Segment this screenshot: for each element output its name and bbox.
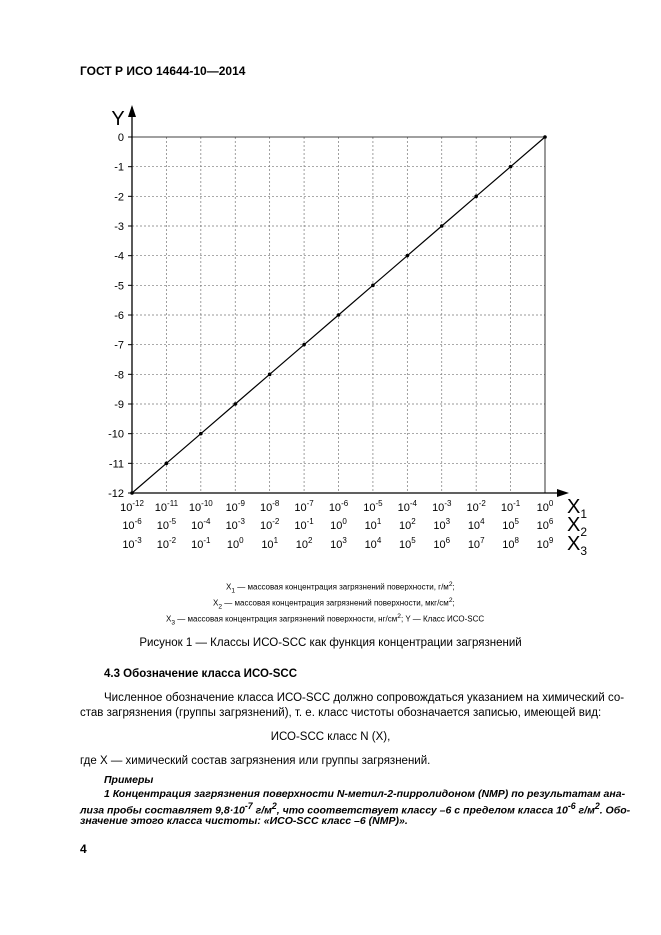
section-heading: 4.3 Обозначение класса ИСО-SCC	[104, 668, 298, 680]
x-axis-name: $X_1$	[567, 496, 588, 521]
x-tick-label: $10^8$	[502, 536, 519, 551]
example-line-1: 1 Концентрация загрязнения поверхности N-метил-2-пирролидоном (NMP) по результатам ана-	[104, 788, 626, 800]
y-tick-label: -6	[114, 310, 124, 322]
data-point	[509, 165, 513, 169]
y-tick-label: -12	[108, 488, 124, 500]
data-point	[199, 432, 203, 436]
x-tick-label: $10^0$	[226, 536, 244, 551]
x-tick-label: $10^0$	[330, 517, 347, 532]
x-tick-label: $10^{-5}$	[363, 499, 383, 514]
x-tick-label: $10^9$	[536, 536, 554, 551]
y-tick-label: 0	[117, 132, 124, 144]
x-tick-label: $10^{-8}$	[259, 499, 280, 514]
formula: ИСО-SCC класс N (X),	[270, 731, 391, 743]
example-line-2: лиза пробы составляет $9,8\cdot 10^{-7}$ $г/м^2$, что соответствует классу –6 с пределом класса $10^{-6}$ $г/м^2$. Обо-	[80, 801, 631, 817]
y-tick-label: -5	[114, 280, 124, 293]
data-point	[440, 224, 444, 228]
x-tick-label: $10^4$	[467, 517, 485, 532]
x-tick-label: $10^5$	[502, 517, 519, 532]
y-tick-label: -1	[114, 161, 124, 174]
y-tick-label: -10	[108, 428, 124, 441]
y-tick-label: -9	[114, 399, 124, 411]
y-tick-labels	[108, 132, 132, 500]
x-tick-label: $10^{-1}$	[500, 499, 521, 514]
x-axis-name: $X_3$	[567, 533, 588, 558]
document-header: ГОСТ Р ИСО 14644-10—2014	[80, 64, 246, 78]
legend-x3: $X_3$ — массовая концентрация загрязнений поверхности, $нг/см^2$; Y — Класс ИСО-SCC	[166, 613, 485, 627]
legend-x2: $X_2$ — массовая концентрация загрязнений поверхности, мкг/$см^2$;	[213, 597, 455, 611]
data-point	[337, 313, 341, 317]
x-tick-label: $10^{-5}$	[156, 517, 177, 532]
page-number: 4	[80, 842, 87, 856]
x-tick-label: $10^6$	[433, 536, 451, 551]
x-tick-label: $10^{-3}$	[225, 517, 245, 532]
x-tick-label: $10^4$	[364, 536, 382, 551]
x-tick-label: $10^{-3}$	[432, 499, 452, 514]
x-tick-label: $10^{-4}$	[191, 517, 211, 532]
y-tick-label: -11	[108, 458, 124, 471]
x-tick-label: $10^6$	[536, 517, 554, 532]
x-tick-label: $10^{-3}$	[122, 536, 142, 551]
x-tick-label: $10^2$	[295, 536, 313, 551]
x-tick-label: $10^{-10}$	[188, 499, 213, 514]
y-axis-label: Y	[111, 108, 125, 130]
x-tick-label: $10^{-1}$	[191, 536, 211, 551]
x-tick-labels	[120, 496, 587, 558]
x-tick-label: $10^{-12}$	[120, 499, 144, 514]
y-tick-label: -2	[114, 191, 124, 204]
x-tick-label: $10^{-11}$	[154, 499, 179, 514]
y-tick-label: -3	[114, 221, 124, 233]
x-tick-label: $10^{-7}$	[294, 499, 314, 514]
y-tick-label: -8	[114, 369, 124, 382]
x-tick-label: $10^{-4}$	[397, 499, 418, 514]
data-point	[302, 343, 306, 347]
data-point	[233, 402, 237, 406]
where-line: где X — химический состав загрязнения или группы загрязнений.	[80, 755, 431, 767]
paragraph-line-1: Численное обозначение класса ИСО-SCC должно сопровождаться указанием на химический со-	[104, 692, 625, 704]
paragraph-line-2: став загрязнения (группы загрязнений), т. е. класс чистоты обозначается записью, имеющей вид:	[80, 707, 602, 719]
y-tick-label: -4	[114, 250, 124, 263]
x-tick-label: $10^5$	[398, 536, 416, 551]
data-point	[406, 254, 410, 258]
figure-caption: Рисунок 1 — Классы ИСО-SCC как функция концентрации загрязнений	[139, 637, 522, 649]
data-point	[474, 195, 478, 199]
data-point	[165, 462, 169, 466]
x-tick-label: $10^0$	[536, 499, 554, 514]
data-point	[543, 135, 547, 139]
examples-heading: Примеры	[104, 774, 154, 786]
chart-axes	[108, 105, 569, 497]
y-axis-arrow	[128, 105, 136, 117]
x-tick-label: $10^{-9}$	[225, 499, 245, 514]
x-tick-label: $10^{-2}$	[156, 536, 177, 551]
x-tick-label: $10^1$	[364, 517, 382, 532]
x-tick-label: $10^3$	[433, 517, 451, 532]
x-tick-label: $10^7$	[467, 536, 485, 551]
x-tick-label: $10^{-6}$	[122, 517, 142, 532]
x-tick-label: $10^{-1}$	[294, 517, 314, 532]
legend-x1: $X_1$ — массовая концентрация загрязнений поверхности, $г/м^2$;	[226, 581, 455, 595]
x-tick-label: $10^{-2}$	[466, 499, 486, 514]
x-axis-name: $X_2$	[567, 514, 588, 539]
data-point	[268, 373, 272, 377]
y-tick-label: -7	[114, 339, 124, 352]
example-line-3: значение этого класса чистоты: «ИСО-SCC класс –6 (NMP)».	[80, 815, 408, 827]
x-tick-label: $10^{-6}$	[328, 499, 349, 514]
x-tick-label: $10^{-2}$	[259, 517, 280, 532]
data-point	[371, 284, 375, 288]
x-tick-label: $10^3$	[330, 536, 347, 551]
x-tick-label: $10^1$	[261, 536, 279, 551]
x-tick-label: $10^2$	[398, 517, 416, 532]
